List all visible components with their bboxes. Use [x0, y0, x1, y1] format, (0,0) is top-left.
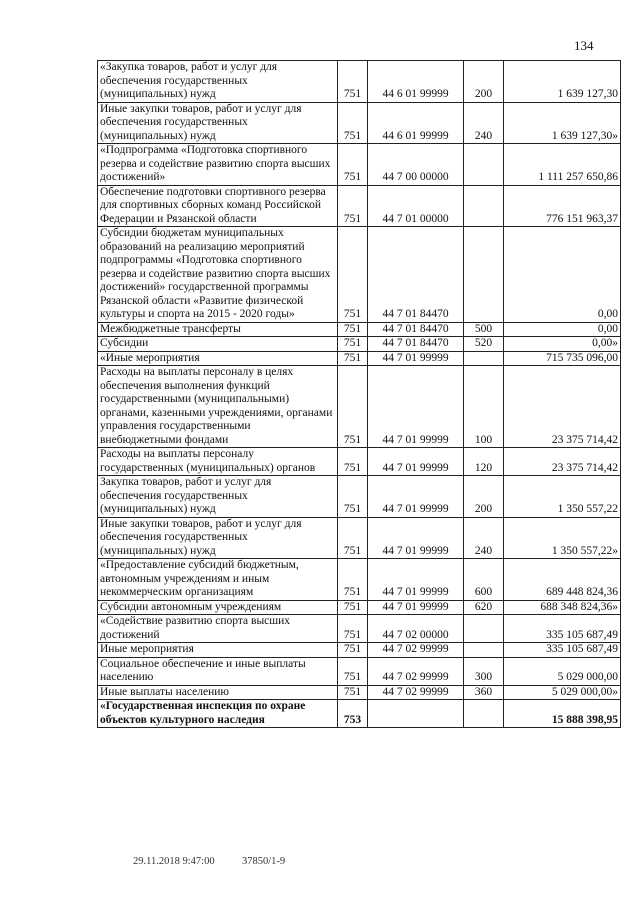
row-expense-type [464, 144, 504, 186]
row-target-article: 44 7 01 84470 [368, 322, 464, 337]
table-row [98, 685, 621, 700]
row-name: Обеспечение подготовки спортивного резерва для спортивных сборных команд Российской Федерации и Рязанской области [98, 185, 338, 227]
table-row [98, 657, 621, 685]
row-gr-code: 751 [338, 102, 368, 144]
row-amount: 1 111 257 650,86 [504, 144, 621, 186]
row-expense-type: 300 [464, 657, 504, 685]
row-gr-code: 751 [338, 366, 368, 448]
row-target-article [368, 700, 464, 728]
budget-table [97, 60, 621, 728]
row-target-article: 44 7 01 99999 [368, 366, 464, 448]
row-amount: 1 639 127,30 [504, 61, 621, 103]
row-target-article: 44 7 01 99999 [368, 351, 464, 366]
row-target-article: 44 7 02 99999 [368, 685, 464, 700]
row-gr-code: 751 [338, 337, 368, 352]
row-gr-code: 751 [338, 185, 368, 227]
row-amount: 5 029 000,00 [504, 657, 621, 685]
row-amount: 688 348 824,36» [504, 600, 621, 615]
row-name: Субсидии бюджетам муниципальных образований на реализацию мероприятий подпрограммы «Подготовка спортивного резерва и содействие развитию спорта высших достижений» государственной программы Рязанской области «Развитие физической культуры и спорта на 2015 - 2020 годы» [98, 227, 338, 323]
row-amount: 23 375 714,42 [504, 448, 621, 476]
row-target-article: 44 7 01 99999 [368, 517, 464, 559]
row-expense-type [464, 351, 504, 366]
table-row [98, 643, 621, 658]
row-name: Субсидии автономным учреждениям [98, 600, 338, 615]
row-name: Межбюджетные трансферты [98, 322, 338, 337]
row-amount: 689 448 824,36 [504, 559, 621, 601]
row-expense-type: 620 [464, 600, 504, 615]
row-expense-type: 100 [464, 366, 504, 448]
row-amount: 335 105 687,49 [504, 615, 621, 643]
table-row [98, 517, 621, 559]
table-row [98, 351, 621, 366]
table-row [98, 144, 621, 186]
table-row [98, 185, 621, 227]
row-gr-code: 751 [338, 615, 368, 643]
row-expense-type: 500 [464, 322, 504, 337]
row-target-article: 44 7 01 84470 [368, 227, 464, 323]
footer-code: 37850/1-9 [242, 856, 286, 867]
row-amount: 776 151 963,37 [504, 185, 621, 227]
row-gr-code: 751 [338, 657, 368, 685]
row-name: «Государственная инспекция по охране объектов культурного наследия [98, 700, 338, 728]
row-gr-code: 751 [338, 227, 368, 323]
row-expense-type [464, 615, 504, 643]
row-amount: 715 735 096,00 [504, 351, 621, 366]
budget-table-body [98, 61, 621, 728]
row-target-article: 44 7 02 99999 [368, 657, 464, 685]
table-row [98, 366, 621, 448]
row-expense-type [464, 185, 504, 227]
row-gr-code: 751 [338, 559, 368, 601]
row-name: «Закупка товаров, работ и услуг для обеспечения государственных (муниципальных) нужд [98, 61, 338, 103]
row-expense-type: 240 [464, 517, 504, 559]
row-amount: 1 350 557,22 [504, 476, 621, 518]
table-row [98, 227, 621, 323]
table-row [98, 337, 621, 352]
row-target-article: 44 6 01 99999 [368, 102, 464, 144]
row-name: Иные закупки товаров, работ и услуг для обеспечения государственных (муниципальных) нужд [98, 102, 338, 144]
row-gr-code: 751 [338, 322, 368, 337]
row-gr-code: 751 [338, 685, 368, 700]
page-number: 134 [574, 38, 594, 53]
row-expense-type: 520 [464, 337, 504, 352]
row-name: «Подпрограмма «Подготовка спортивного резерва и содействие развитию спорта высших достижений» [98, 144, 338, 186]
row-target-article: 44 7 01 99999 [368, 600, 464, 615]
row-expense-type: 600 [464, 559, 504, 601]
row-target-article: 44 6 01 99999 [368, 61, 464, 103]
row-amount: 15 888 398,95 [504, 700, 621, 728]
row-amount: 0,00 [504, 227, 621, 323]
row-target-article: 44 7 01 99999 [368, 448, 464, 476]
row-amount: 23 375 714,42 [504, 366, 621, 448]
row-name: «Предоставление субсидий бюджетным, автономным учреждениям и иным некоммерческим организациям [98, 559, 338, 601]
table-row [98, 476, 621, 518]
row-gr-code: 751 [338, 351, 368, 366]
footer-date: 29.11.2018 9:47:00 [133, 856, 215, 867]
row-expense-type: 200 [464, 476, 504, 518]
row-amount: 1 350 557,22» [504, 517, 621, 559]
table-row [98, 102, 621, 144]
row-name: Закупка товаров, работ и услуг для обеспечения государственных (муниципальных) нужд [98, 476, 338, 518]
row-gr-code: 751 [338, 448, 368, 476]
table-row [98, 559, 621, 601]
row-expense-type [464, 700, 504, 728]
row-gr-code: 751 [338, 144, 368, 186]
row-expense-type: 120 [464, 448, 504, 476]
row-gr-code: 751 [338, 61, 368, 103]
row-name: Иные закупки товаров, работ и услуг для обеспечения государственных (муниципальных) нужд [98, 517, 338, 559]
row-expense-type [464, 227, 504, 323]
row-name: Иные мероприятия [98, 643, 338, 658]
row-target-article: 44 7 01 84470 [368, 337, 464, 352]
row-target-article: 44 7 02 00000 [368, 615, 464, 643]
row-name: Субсидии [98, 337, 338, 352]
row-expense-type [464, 643, 504, 658]
row-gr-code: 751 [338, 517, 368, 559]
row-target-article: 44 7 02 99999 [368, 643, 464, 658]
row-gr-code: 751 [338, 476, 368, 518]
row-name: Иные выплаты населению [98, 685, 338, 700]
row-name: Социальное обеспечение и иные выплаты населению [98, 657, 338, 685]
row-name: «Иные мероприятия [98, 351, 338, 366]
row-expense-type: 360 [464, 685, 504, 700]
row-amount: 1 639 127,30» [504, 102, 621, 144]
row-target-article: 44 7 00 00000 [368, 144, 464, 186]
row-target-article: 44 7 01 99999 [368, 476, 464, 518]
row-expense-type: 240 [464, 102, 504, 144]
table-row [98, 61, 621, 103]
table-row [98, 700, 621, 728]
table-row [98, 615, 621, 643]
row-expense-type: 200 [464, 61, 504, 103]
table-row [98, 448, 621, 476]
row-target-article: 44 7 01 99999 [368, 559, 464, 601]
row-amount: 335 105 687,49 [504, 643, 621, 658]
row-name: Расходы на выплаты персоналу в целях обеспечения выполнения функций государственными (муниципальными) органами, казенными учреждениями, органами управления государственными внебюджетными фондами [98, 366, 338, 448]
row-gr-code: 751 [338, 643, 368, 658]
row-amount: 0,00» [504, 337, 621, 352]
table-row [98, 322, 621, 337]
row-name: «Содействие развитию спорта высших достижений [98, 615, 338, 643]
row-gr-code: 751 [338, 600, 368, 615]
row-target-article: 44 7 01 00000 [368, 185, 464, 227]
table-row [98, 600, 621, 615]
row-amount: 5 029 000,00» [504, 685, 621, 700]
row-name: Расходы на выплаты персоналу государственных (муниципальных) органов [98, 448, 338, 476]
row-amount: 0,00 [504, 322, 621, 337]
row-gr-code: 753 [338, 700, 368, 728]
